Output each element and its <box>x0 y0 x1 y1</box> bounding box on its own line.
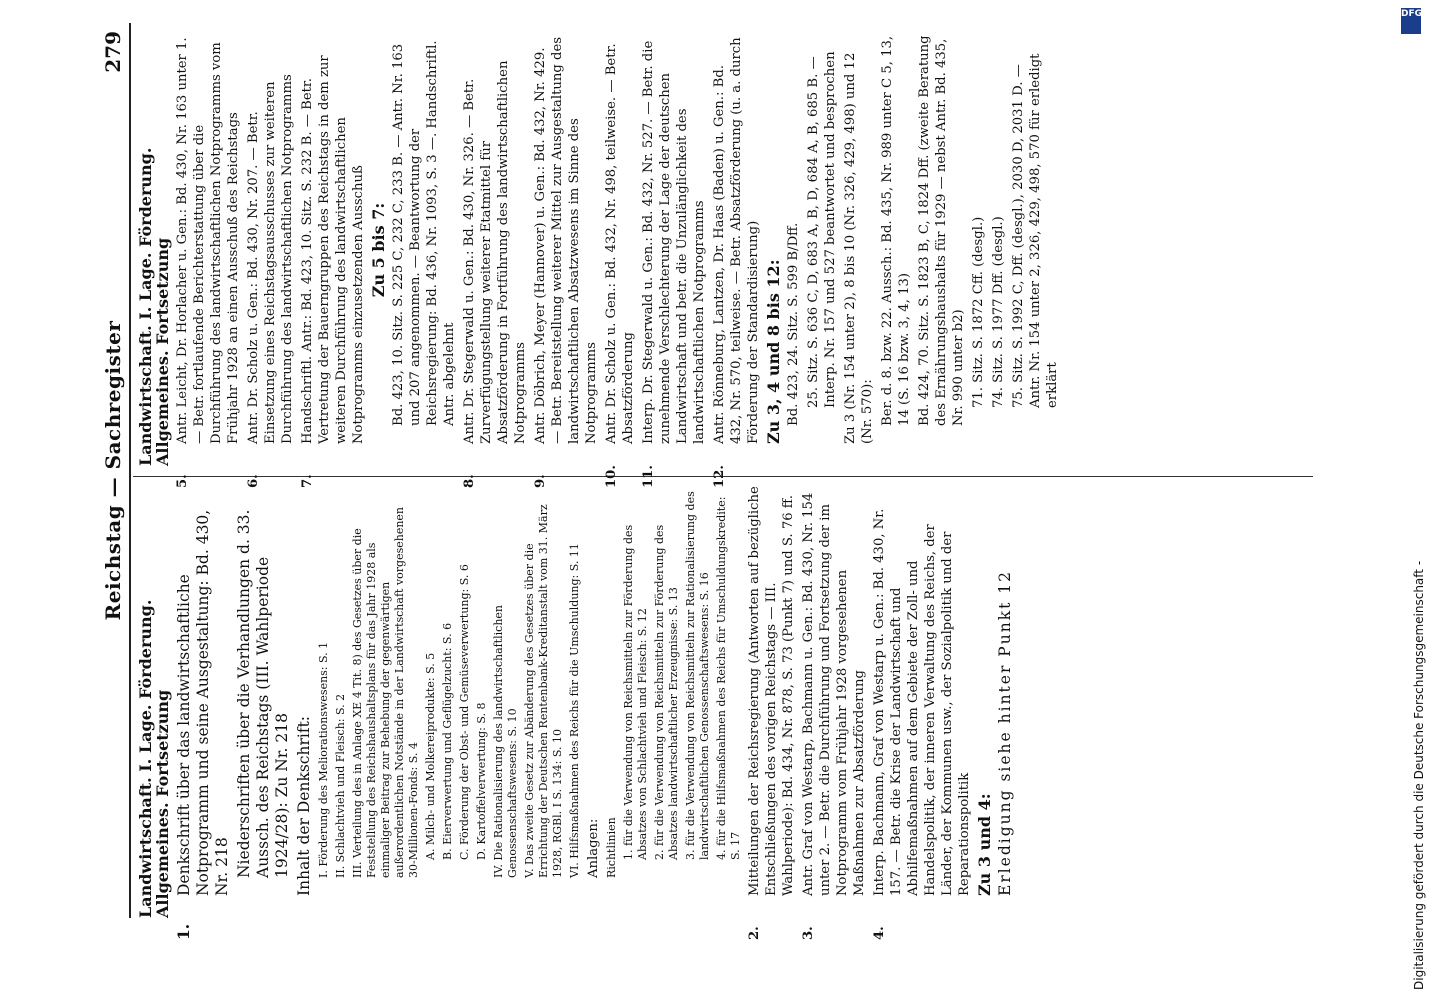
zu-5-bis-7-text: Bd. 423, 10. Sitz. S. 225 C, 232 C, 233 B. — Antr. Nr. 163 und 207 angenommen. — Beantwortung der Reichsregierung: Bd. 436, Nr. 1093, S. 3 —. Handschriftl. Antr. abgelehnt <box>391 40 457 426</box>
sitzung-24: Bd. 423, 24. Sitz. S. 599 B/Dff. <box>786 222 801 426</box>
sitzung-74: 74. Sitz. S. 1977 Dff. (desgl.) <box>991 216 1006 408</box>
richtlinien-heading: Richtlinien <box>605 817 618 878</box>
richtlinie-2: 2. für die Verwendung von Reichsmitteln zur Förderung des Absatzes landwirtschaftlicher Erzeugnisse: S. 13 <box>653 524 680 860</box>
sitzung-71: 71. Sitz. S. 1872 Cff. (desgl.) <box>971 216 986 408</box>
left-heading: Landwirtschaft. I. Lage. Förderung. Allgemeines. Fortsetzung <box>136 599 172 918</box>
zu-3-8-10-12: Zu 3 (Nr. 154 unter 2), 8 bis 10 (Nr. 326, 429, 498) und 12 (Nr. 570): <box>843 52 875 444</box>
zu-3-und-4: Zu 3 und 4: <box>975 793 994 896</box>
inhalt-vi: VI. Hilfsmaßnahmen des Reichs für die Umschuldung: S. 11 <box>568 543 581 878</box>
band-424: Bd. 424, 70. Sitz. S. 1823 B, C, 1824 Dff. (zweite Beratung des Ernährungshaushalts für 1929 — nebst Antr. Bd. 435, Nr. 990 unter b2) <box>917 35 966 426</box>
digitization-credit: Digitalisierung gefördert durch die Deutsche Forschungsgemeinschaft - <box>1412 560 1426 990</box>
inhalt-ii: II. Schlachtvieh und Fleisch: S. 2 <box>334 693 347 878</box>
entry-5: 5.Antr. Leicht, Dr. Horlacher u. Gen.: Bd. 430, Nr. 163 unter 1. — Betr. fortlaufende Berichterstattung über die Durchführung des landwirtschaftlichen Notprogramms vom Frühjahr 1928 an einen Ausschuß des Reichstags <box>175 37 241 488</box>
entry-6: 6.Antr. Dr. Scholz u. Gen.: Bd. 430, Nr. 207. — Betr. Einsetzung eines Reichstagsausschusses zur weiteren Durchführung des landwirtschaftlichen Notprogramms <box>246 74 295 488</box>
right-heading: Landwirtschaft. I. Lage. Förderung. Allgemeines. Fortsetzung <box>136 147 172 466</box>
header-title: Reichstag — Sachregister <box>101 320 125 621</box>
rotated-page <box>95 23 1325 940</box>
page-number: 279 <box>101 31 125 73</box>
entry-4: 4.Interp. Bachmann, Graf von Westarp u. Gen.: Bd. 430, Nr. 157. — Betr. die Krise der Landwirtschaft und Abhilfemaßnahmen auf dem Gebiete der Zoll- und Handelspolitik, der inneren Verwaltung des Reichs, der Länder, der Kommunen usw., der Sozialpolitik und der Reparationspolitik <box>872 508 972 940</box>
inhalt-i: I. Förderung des Meliorationswesens: S. 1 <box>317 641 330 878</box>
entry-7: 7.Handschriftl. Antr.: Bd. 423, 10. Sitz. S. 232 B. — Betr. Vertretung der Bauerngruppen des Reichstags in dem zur weiteren Durchführung des landwirtschaftlichen Notprogramms einzusetzenden Ausschuß <box>300 55 366 488</box>
entry-2: 2.Mitteilungen der Reichsregierung (Antworten auf bezügliche Entschließungen des vorigen Reichstags — III. Wahlperiode): Bd. 434, Nr. 878, S. 73 (Punkt 7) und S. 76 ff. <box>747 486 796 940</box>
inhalt-iii: III. Verteilung des in Anlage XE 4 Tit. 8) des Gesetzes über die Feststellung des Reichshaushaltsplans für das Jahr 1928 als einmaliger Beitrag zur Behebung der gegenwärtigen außerordentlichen Notstände in der Landwirtschaft vorgesehenen 30-Millionen-Fonds: S. 4 <box>351 506 420 878</box>
dfg-logo: DFG <box>1401 8 1421 34</box>
header-rule <box>129 23 131 918</box>
inhalt-iii-b: B. Eierverwertung und Geflügelzucht: S. 6 <box>441 622 454 860</box>
erledigung-note: Erledigung siehe hinter Punkt 12 <box>996 570 1014 896</box>
entry-9: 9.Antr. Döbrich, Meyer (Hannover) u. Gen.: Bd. 432, Nr. 429. — Betr. Bereitstellung weiterer Mittel zur Ausgestaltung des landwirtschaftlichen Absatzwesens im Sinne des Notprogramms <box>533 36 599 488</box>
entry-8: 8.Antr. Dr. Stegerwald u. Gen.: Bd. 430, Nr. 326. — Betr. Zurverfügungstellung weiterer Etatmittel für Absatzförderung in Fortführung des landwirtschaftlichen Notprogramms <box>462 60 528 488</box>
richtlinie-1: 1. für die Verwendung von Reichsmitteln zur Förderung des Absatzes von Schlachtvieh und Fleisch: S. 12 <box>622 524 649 860</box>
inhalt-iii-d: D. Kartoffelverwertung: S. 8 <box>475 702 488 860</box>
anlagen-heading: Anlagen: <box>586 818 601 878</box>
zu-3-4-8-12: Zu 3, 4 und 8 bis 12: <box>764 259 783 444</box>
entry-3: 3.Antr. Graf von Westarp, Bachmann u. Gen.: Bd. 430, Nr. 154 unter 2. — Betr. die Durchführung und Fortsetzung der im Notprogramm vom Frühjahr 1928 vorgesehenen Maßnahmen zur Absatzförderung <box>801 492 867 940</box>
bericht-ausschuss: Ber. d. 8. bzw. 22. Aussch.: Bd. 435, Nr. 989 unter C 5, 13, 14 (S. 16 bzw. 3, 4, 13) <box>880 35 912 426</box>
entry-11: 11.Interp. Dr. Stegerwald u. Gen.: Bd. 432, Nr. 527. — Betr. die zunehmende Verschlechterung der Lage der deutschen Landwirtschaft und betr. die Unzulänglichkeit des landwirtschaftlichen Notprogramms <box>641 40 707 488</box>
entry-1: 1.Denkschrift über das landwirtschaftliche Notprogramm und seine Ausgestaltung: Bd. 430, Nr. 218 <box>174 509 231 940</box>
sitzung-25: 25. Sitz. S. 636 C, D, 683 A, B, D, 684 A, B, 685 B. — Interp. Nr. 157 und 527 beantwortet und besprochen <box>806 51 838 408</box>
inhalt-iv: IV. Die Rationalisierung des landwirtschaftlichen Genossenschaftswesens: S. 10 <box>492 605 519 878</box>
entry-1-ref: Niederschriften über die Verhandlungen d. 33. Aussch. des Reichstags (III. Wahlperiode 1924/28): Zu Nr. 218 <box>235 509 291 878</box>
richtlinie-4: 4. für die Hilfsmaßnahmen des Reichs für Umschuldungskredite: S. 17 <box>715 496 742 860</box>
inhalt-v: V. Das zweite Gesetz zur Abänderung des Gesetzes über die Errichtung der Deutschen Rentenbank-Kreditanstalt vom 31. März 1928, RGBl. I S. 134: S. 10 <box>523 504 564 878</box>
entry-12: 12.Antr. Rönneburg, Lantzen, Dr. Haas (Baden) u. Gen.: Bd. 432, Nr. 570, teilweise. — Betr. Absatzförderung (u. a. durch Förderung der Standardisierung) <box>712 37 761 488</box>
right-column <box>136 34 1317 488</box>
running-header <box>95 23 133 918</box>
inhalt-heading: Inhalt der Denkschrift: <box>295 715 313 896</box>
sitzung-75: 75. Sitz. S. 1992 C, Dff. (desgl.), 2030 D, 2031 D. — Antr. Nr. 154 unter 2, 326, 429, 498, 570 für erledigt erklärt <box>1011 53 1060 408</box>
richtlinie-3: 3. für die Verwendung von Reichsmitteln zur Rationalisierung des landwirtschaftlichen Genossenschaftswesens: S. 16 <box>684 491 711 860</box>
entry-10: 10.Antr. Dr. Scholz u. Gen.: Bd. 432, Nr. 498, teilweise. — Betr. Absatzförderung <box>604 43 636 488</box>
zu-5-bis-7: Zu 5 bis 7: <box>369 202 388 298</box>
left-column <box>136 486 1317 940</box>
inhalt-iii-a: A. Milch- und Molkereiprodukte: S. 5 <box>424 652 437 860</box>
inhalt-iii-c: C. Förderung der Obst- und Gemüseverwertung: S. 6 <box>458 564 471 860</box>
